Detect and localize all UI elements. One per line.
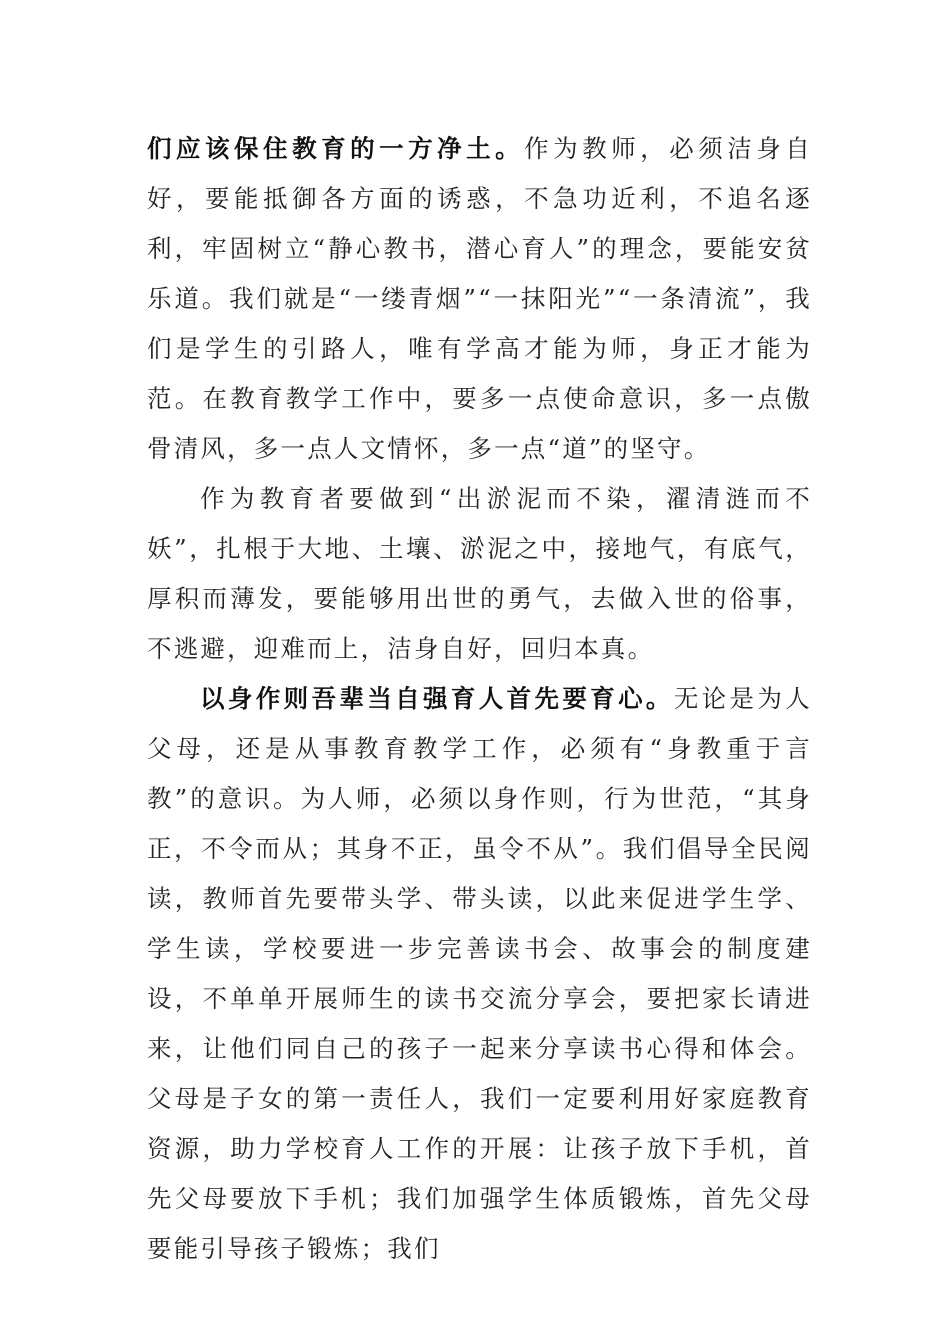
paragraph-1-heading: 们应该保住教育的一方净土。 xyxy=(147,134,525,163)
paragraph-3 xyxy=(147,674,812,1274)
paragraph-2-text: 作为教育者要做到“出淤泥而不染，濯清涟而不妖”，扎根于大地、土壤、淤泥之中，接地气，有底气，厚积而薄发，要能够用出世的勇气，去做入世的俗事，不逃避，迎难而上，洁身自好，回归本真。 xyxy=(147,484,812,663)
paragraph-2 xyxy=(147,474,812,674)
paragraph-1 xyxy=(147,124,812,474)
document-body xyxy=(147,124,812,1274)
paragraph-3-text: 无论是为人父母，还是从事教育教学工作，必须有“身教重于言教”的意识。为人师，必须以身作则，行为世范，“其身正，不令而从；其身不正，虽令不从”。我们倡导全民阅读，教师首先要带头学、带头读，以此来促进学生学、学生读，学校要进一步完善读书会、故事会的制度建设，不单单开展师生的读书交流分享会，要把家长请进来，让他们同自己的孩子一起来分享读书心得和体会。父母是子女的第一责任人，我们一定要利用好家庭教育资源，助力学校育人工作的开展：让孩子放下手机，首先父母要放下手机；我们加强学生体质锻炼，首先父母要能引导孩子锻炼；我们 xyxy=(147,684,812,1263)
paragraph-1-text: 作为教师，必须洁身自好，要能抵御各方面的诱惑，不急功近利，不追名逐利，牢固树立“静心教书，潜心育人”的理念，要能安贫乐道。我们就是“一缕青烟”“一抹阳光”“一条清流”，我们是学生的引路人，唯有学高才能为师，身正才能为范。在教育教学工作中，要多一点使命意识，多一点傲骨清风，多一点人文情怀，多一点“道”的坚守。 xyxy=(147,134,812,463)
paragraph-3-heading: 以身作则吾辈当自强育人首先要育心。 xyxy=(200,684,674,713)
